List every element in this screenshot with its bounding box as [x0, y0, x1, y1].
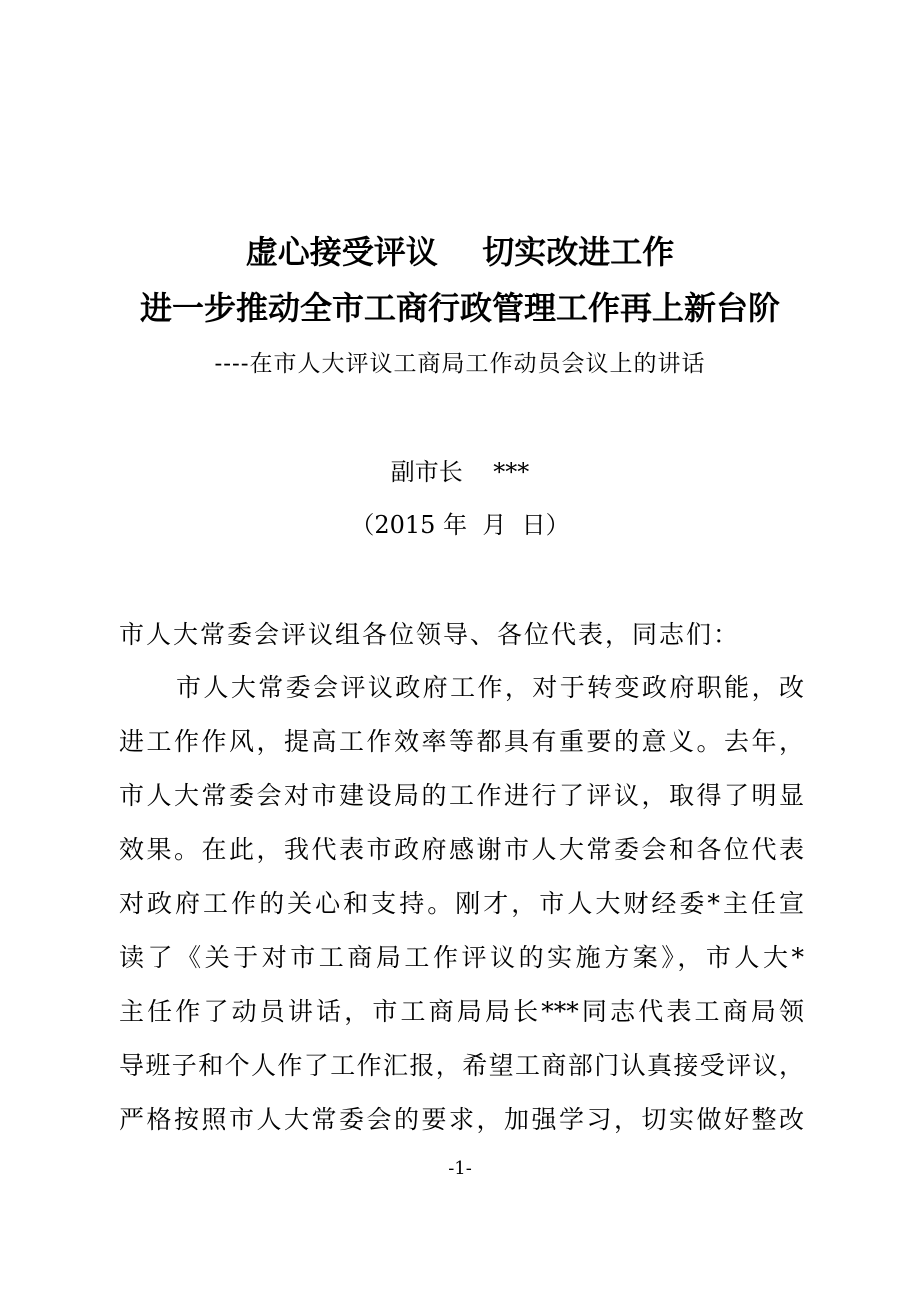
body-line: 进工作作风，提高工作效率等都具有重要的意义。去年， — [119, 727, 804, 756]
body-line: 市人大常委会对市建设局的工作进行了评议，取得了明显 — [119, 781, 804, 810]
subtitle: ----在市人大评议工商局工作动员会议上的讲话 — [214, 351, 706, 377]
title-line-2: 进一步推动全市工商行政管理工作再上新台阶 — [139, 289, 780, 327]
body-line: 市人大常委会评议政府工作，对于转变政府职能，改 — [176, 673, 804, 702]
body-line: 对政府工作的关心和支持。刚才，市人大财经委*主任宣 — [119, 889, 804, 918]
page-number: -1- — [448, 1158, 472, 1179]
body-line: 导班子和个人作了工作汇报，希望工商部门认真接受评议， — [119, 1051, 804, 1080]
title-line-1: 虚心接受评议 切实改进工作 — [245, 233, 675, 271]
salutation: 市人大常委会评议组各位领导、各位代表，同志们： — [119, 620, 741, 649]
body-line: 主任作了动员讲话，市工商局局长***同志代表工商局领 — [119, 997, 804, 1026]
author: 副市长 *** — [390, 458, 530, 486]
date: （2015 年 月 日） — [350, 511, 570, 539]
body-line: 读了《关于对市工商局工作评议的实施方案》，市人大* — [119, 943, 804, 972]
body-line: 严格按照市人大常委会的要求，加强学习，切实做好整改 — [119, 1105, 804, 1134]
body-line: 效果。在此，我代表市政府感谢市人大常委会和各位代表 — [119, 835, 804, 864]
